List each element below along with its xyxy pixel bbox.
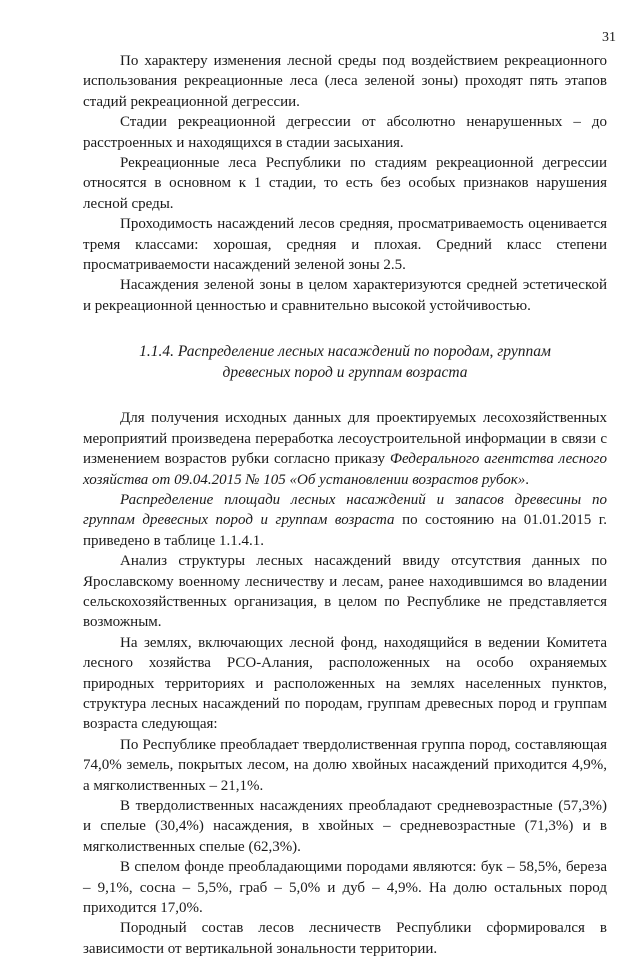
table-title-reference: Распределение площади лесных насаждений и запасов древесины по группам древесных пород и группам возраста bbox=[83, 491, 607, 529]
paragraph-age-groups: В твердолиственных насаждениях преобладают средневозрастные (57,3%) и спелые (30,4%) насаждения, в хвойных – средневозрастные (71,3%) и в мягколиственных спелые (62,3%). bbox=[83, 798, 607, 855]
paragraph-structure-analysis: Анализ структуры лесных насаждений ввиду отсутствия данных по Ярославскому военному лесничеству и лесам, ранее находившимся во владении сельскохозяйственных организация, в целом по Республике не представляется возможным. bbox=[83, 553, 607, 631]
section-heading bbox=[83, 341, 607, 383]
paragraph-vertical-zonality: Породный состав лесов лесничеств Республики сформировался в зависимости от вертикальной зональности территории. bbox=[83, 920, 607, 957]
order-reference: Федерального агентства лесного хозяйства от 09.04.2015 № 105 «Об установлении возрастов рубок» bbox=[83, 451, 607, 488]
paragraph-hardwood-share: По Республике преобладает твердолиственная группа пород, составляющая 74,0% земель, покрытых лесом, на долю хвойных насаждений приходится 4,9%, а мягколиственных – 21,1%. bbox=[83, 736, 607, 794]
paragraph-source-data-end: . bbox=[525, 471, 530, 488]
paragraph-degression-stages: Стадии рекреационной дегрессии от абсолютно ненарушенных – до расстроенных и находящихся в стадии засыхания. bbox=[83, 114, 607, 151]
paragraph-mature-species: В спелом фонде преобладающими породами являются: бук – 58,5%, береза – 9,1%, сосна – 5,5%, граб – 5,0% и дуб – 4,9%. На долю остальных пород приходится 17,0%. bbox=[83, 859, 607, 917]
paragraph-table-reference-text: по состоянию на 01.01.2015 г. приведено в таблице 1.1.4.1. bbox=[83, 512, 608, 549]
paragraph-source-data bbox=[83, 408, 607, 490]
paragraph-republic-forests: Рекреационные леса Республики по стадиям рекреационной дегрессии относятся в основном к 1 стадии, то есть без особых признаков нарушения лесной среды. bbox=[83, 155, 607, 212]
page-number: 31 bbox=[602, 30, 616, 45]
section-heading-line-2: древесных пород и группам возраста bbox=[222, 364, 468, 382]
page-body bbox=[83, 51, 607, 959]
paragraph-green-zone: Насаждения зеленой зоны в целом характеризуются средней эстетической и рекреационной ценностью и сравнительно высокой устойчивостью. bbox=[83, 277, 607, 314]
paragraph-passability: Проходимость насаждений лесов средняя, просматриваемость оценивается тремя классами: хорошая, средняя и плохая. Средний класс степени просматриваемости насаждений зеленой зоны 2.5. bbox=[83, 216, 607, 274]
paragraph-committee-lands: На землях, включающих лесной фонд, находящийся в ведении Комитета лесного хозяйства РСО-Алания, расположенных на особо охраняемых природных территориях и расположенных на землях населенных пунктов, структура лесных насаждений по породам, группам древесных пород и группам возраста следующая: bbox=[83, 634, 607, 733]
paragraph-table-reference bbox=[83, 490, 607, 551]
paragraph-source-data-text: Для получения исходных данных для проектируемых лесохозяйственных мероприятий произведена переработка лесоустроительной информации в связи с изменением возрастов рубки согласно приказу bbox=[83, 410, 607, 468]
paragraph-recreation-stages: По характеру изменения лесной среды под воздействием рекреационного использования рекреационные леса (леса зеленой зоны) проходят пять этапов стадий рекреационной дегрессии. bbox=[83, 53, 607, 110]
section-heading-line-1: 1.1.4. Распределение лесных насаждений по породам, группам bbox=[139, 343, 551, 361]
